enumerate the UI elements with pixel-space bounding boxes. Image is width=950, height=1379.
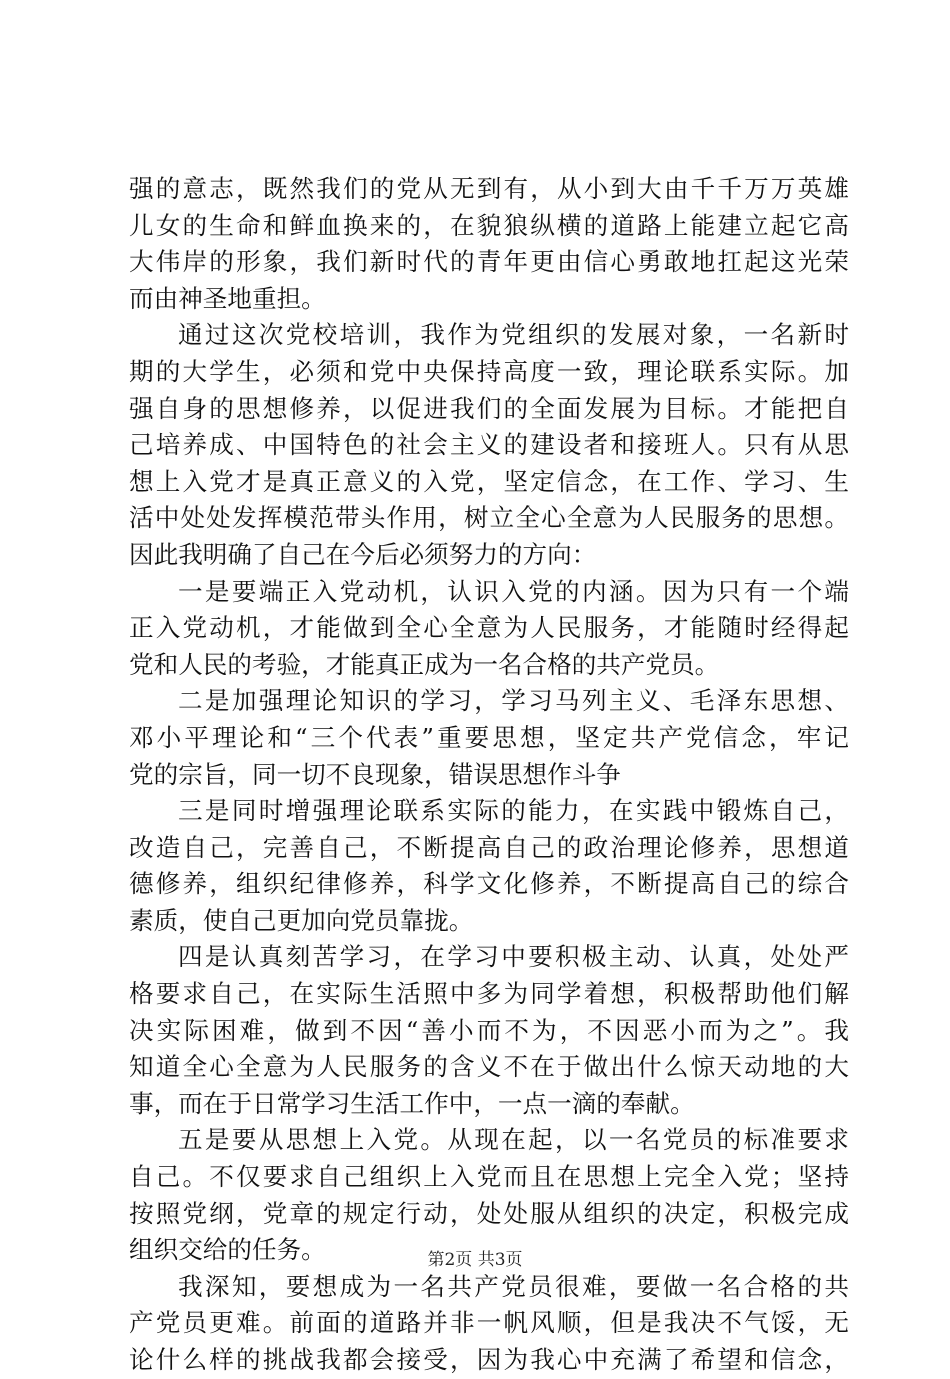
text-line: 想上入党才是真正意义的入党，坚定信念，在工作、学习、生 xyxy=(129,466,849,496)
text-line: 儿女的生命和鲜血换来的，在貌狼纵横的道路上能建立起它高 xyxy=(129,210,849,240)
text-line: 大伟岸的形象，我们新时代的青年更由信心勇敢地扛起这光荣 xyxy=(129,247,849,277)
text-line: 事，而在于日常学习生活工作中，一点一滴的奉献。 xyxy=(129,1088,695,1118)
document-body xyxy=(129,171,849,1379)
text-line: 强自身的思想修养，以促进我们的全面发展为目标。才能把自 xyxy=(129,393,849,423)
text-line: 党的宗旨，同一切不良现象，错误思想作斗争 xyxy=(129,759,621,789)
text-line: 按照党纲，党章的规定行动，处处服从组织的决定，积极完成 xyxy=(129,1198,849,1228)
text-line: 产党员更难。前面的道路并非一帆风顺，但是我决不气馁，无 xyxy=(129,1308,849,1338)
text-line: 五是要从思想上入党。从现在起，以一名党员的标准要求 xyxy=(178,1125,849,1155)
text-line: 论什么样的挑战我都会接受，因为我心中充满了希望和信念， xyxy=(129,1345,849,1374)
text-line: 改造自己，完善自己，不断提高自己的政治理论修养，思想道 xyxy=(129,832,849,862)
page-number-footer: 第2页 共3页 xyxy=(427,1250,523,1270)
text-line: 格要求自己，在实际生活照中多为同学着想，积极帮助他们解 xyxy=(129,979,849,1009)
text-line: 邓小平理论和“三个代表”重要思想，坚定共产党信念，牢记 xyxy=(129,722,849,752)
text-line: 素质，使自己更加向党员靠拢。 xyxy=(129,905,474,935)
text-line: 我深知，要想成为一名共产党员很难，要做一名合格的共 xyxy=(178,1271,849,1301)
text-line: 三是同时增强理论联系实际的能力，在实践中锻炼自己， xyxy=(178,796,849,826)
text-line: 决实际困难，做到不因“善小而不为，不因恶小而为之”。我 xyxy=(129,1015,849,1045)
text-line: 二是加强理论知识的学习，学习马列主义、毛泽东思想、 xyxy=(178,686,849,716)
text-line: 强的意志，既然我们的党从无到有，从小到大由千千万万英雄 xyxy=(129,174,849,203)
text-line: 正入党动机，才能做到全心全意为人民服务，才能随时经得起 xyxy=(129,613,849,643)
text-line: 组织交给的任务。 xyxy=(129,1235,326,1265)
text-line: 活中处处发挥模范带头作用，树立全心全意为人民服务的思想。 xyxy=(129,503,849,533)
text-line: 知道全心全意为人民服务的含义不在于做出什么惊天动地的大 xyxy=(129,1052,849,1082)
text-line: 通过这次党校培训，我作为党组织的发展对象，一名新时 xyxy=(178,320,849,350)
text-line: 因此我明确了自己在今后必须努力的方向： xyxy=(129,539,597,569)
text-line: 德修养，组织纪律修养，科学文化修养，不断提高自己的综合 xyxy=(129,869,849,899)
text-line: 一是要端正入党动机，认识入党的内涵。因为只有一个端 xyxy=(178,576,849,606)
text-line: 而由神圣地重担。 xyxy=(129,283,326,313)
text-line: 党和人民的考验，才能真正成为一名合格的共产党员。 xyxy=(129,649,720,679)
text-line: 己培养成、中国特色的社会主义的建设者和接班人。只有从思 xyxy=(129,430,849,460)
text-line: 自己。不仅要求自己组织上入党而且在思想上完全入党；坚持 xyxy=(129,1162,849,1192)
text-line: 四是认真刻苦学习，在学习中要积极主动、认真，处处严 xyxy=(178,942,849,972)
text-line: 期的大学生，必须和党中央保持高度一致，理论联系实际。加 xyxy=(129,356,849,386)
